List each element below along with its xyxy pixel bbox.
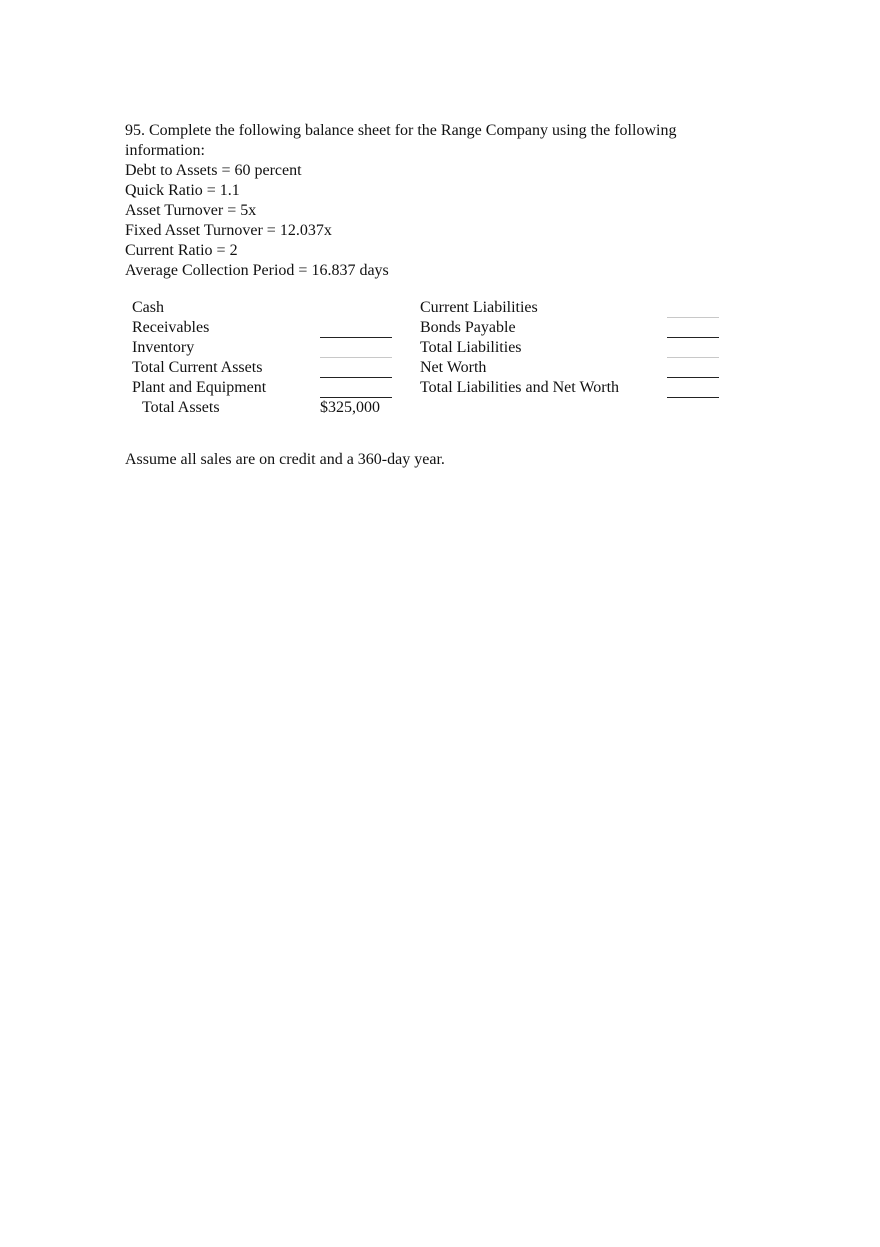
fact-debt-to-assets: Debt to Assets = 60 percent bbox=[125, 162, 302, 179]
balance-sheet-row bbox=[132, 398, 732, 418]
asset-label-total-current-assets: Total Current Assets bbox=[132, 359, 263, 376]
liability-label-bonds-payable: Bonds Payable bbox=[420, 319, 516, 336]
fact-quick-ratio: Quick Ratio = 1.1 bbox=[125, 182, 240, 199]
liability-label-total-liabilities: Total Liabilities bbox=[420, 339, 522, 356]
liability-label-net-worth: Net Worth bbox=[420, 359, 487, 376]
balance-sheet-row bbox=[132, 338, 732, 358]
balance-sheet-row bbox=[132, 378, 732, 398]
asset-label-cash: Cash bbox=[132, 299, 164, 316]
balance-sheet bbox=[132, 298, 732, 428]
balance-sheet-row bbox=[132, 318, 732, 338]
footer-note: Assume all sales are on credit and a 360-day year. bbox=[125, 451, 445, 468]
balance-sheet-row bbox=[132, 358, 732, 378]
fact-current-ratio: Current Ratio = 2 bbox=[125, 242, 238, 259]
asset-label-plant-and-equipment: Plant and Equipment bbox=[132, 379, 267, 396]
fact-asset-turnover: Asset Turnover = 5x bbox=[125, 202, 257, 219]
asset-label-inventory: Inventory bbox=[132, 339, 195, 356]
liability-label-current-liabilities: Current Liabilities bbox=[420, 299, 538, 316]
balance-sheet-row bbox=[132, 298, 732, 318]
question-block bbox=[125, 121, 735, 281]
question-intro: 95. Complete the following balance sheet for the Range Company using the following information: bbox=[125, 122, 677, 159]
total-assets-value: $325,000 bbox=[320, 399, 380, 416]
liability-label-total-liabilities-and-net-worth: Total Liabilities and Net Worth bbox=[420, 379, 620, 396]
fact-fixed-asset-turnover: Fixed Asset Turnover = 12.037x bbox=[125, 222, 332, 239]
asset-label-total-assets: Total Assets bbox=[142, 399, 220, 416]
fact-average-collection-period: Average Collection Period = 16.837 days bbox=[125, 262, 389, 279]
asset-label-receivables: Receivables bbox=[132, 319, 210, 336]
